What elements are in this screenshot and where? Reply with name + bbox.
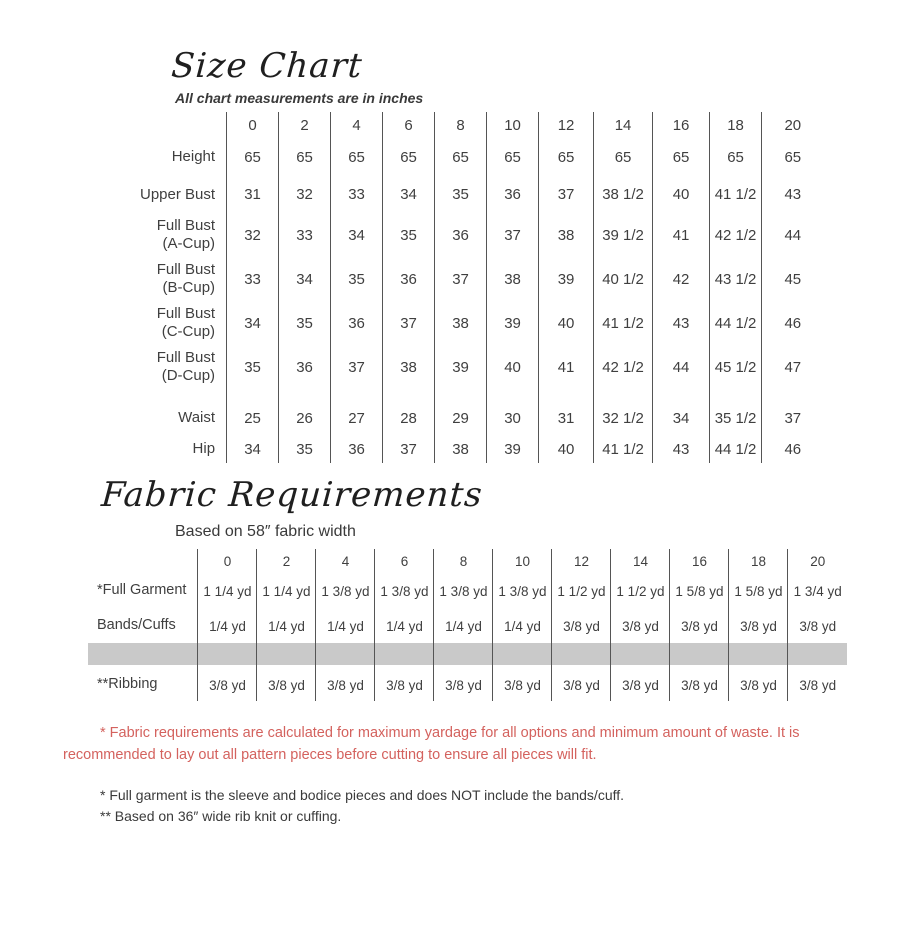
table-row (140, 257, 824, 301)
table-row (88, 573, 847, 609)
size-column-header: 20 (762, 112, 824, 138)
table-cell: 65 (487, 138, 539, 176)
size-column-header: 14 (594, 112, 653, 138)
table-cell: 39 (487, 435, 539, 463)
table-cell: 1 5/8 yd (670, 573, 729, 609)
size-column-header: 16 (670, 549, 729, 573)
table-cell: 1/4 yd (493, 609, 552, 643)
table-cell: 32 (227, 213, 279, 257)
table-cell: 34 (653, 389, 710, 435)
table-cell: 47 (762, 345, 824, 389)
size-column-header: 6 (375, 549, 434, 573)
table-cell: 35 (383, 213, 435, 257)
row-label-text: Upper Bust (140, 185, 216, 203)
table-cell: 44 (762, 213, 824, 257)
table-cell: 37 (383, 435, 435, 463)
spacer-cell (552, 643, 611, 665)
size-column-header: 16 (653, 112, 710, 138)
table-cell: 40 1/2 (594, 257, 653, 301)
table-cell: 42 (653, 257, 710, 301)
table-cell: 37 (435, 257, 487, 301)
table-cell: 37 (331, 345, 383, 389)
table-cell: 36 (331, 301, 383, 345)
table-cell: 33 (279, 213, 331, 257)
table-cell: 37 (539, 176, 594, 213)
table-corner (140, 112, 227, 138)
table-cell: 39 (435, 345, 487, 389)
table-cell: 1/4 yd (434, 609, 493, 643)
table-cell: 44 (653, 345, 710, 389)
table-cell: 65 (331, 138, 383, 176)
size-column-header: 18 (710, 112, 762, 138)
table-cell: 1 3/8 yd (434, 573, 493, 609)
row-label (140, 176, 227, 213)
table-cell: 39 1/2 (594, 213, 653, 257)
table-cell: 27 (331, 389, 383, 435)
table-cell: 44 1/2 (710, 435, 762, 463)
table-cell: 33 (227, 257, 279, 301)
size-column-header: 2 (257, 549, 316, 573)
table-cell: 65 (227, 138, 279, 176)
row-label-text: Waist (178, 409, 216, 426)
table-cell: 3/8 yd (729, 665, 788, 701)
table-cell: 32 1/2 (594, 389, 653, 435)
table-cell: 1 1/4 yd (257, 573, 316, 609)
size-column-header: 14 (611, 549, 670, 573)
size-column-header: 20 (788, 549, 847, 573)
table-cell: 3/8 yd (611, 665, 670, 701)
row-sublabel-text: (B-Cup) (162, 279, 216, 296)
row-label (88, 665, 198, 701)
table-cell: 65 (594, 138, 653, 176)
table-cell: 3/8 yd (552, 665, 611, 701)
row-label-text: **Ribbing (97, 675, 158, 692)
footnote-ribbing: ** Based on 36″ wide rib knit or cuffing. (100, 808, 342, 825)
table-cell: 42 1/2 (710, 213, 762, 257)
table-cell: 40 (487, 345, 539, 389)
table-cell: 37 (762, 389, 824, 435)
table-cell: 38 (435, 435, 487, 463)
spacer-cell (257, 643, 316, 665)
table-row (140, 176, 824, 213)
table-cell: 45 (762, 257, 824, 301)
row-sublabel-text: (D-Cup) (161, 367, 216, 384)
table-cell: 3/8 yd (316, 665, 375, 701)
row-label (140, 257, 227, 301)
table-cell: 39 (539, 257, 594, 301)
row-label-text: Hip (192, 440, 216, 457)
fabric-requirements-note: * Fabric requirements are calculated for maximum yardage for all options and minimum amount of waste. It is recommended to lay out all pattern pieces before cutting to ensure all pieces will fit. (63, 725, 800, 763)
table-cell: 3/8 yd (375, 665, 434, 701)
table-cell: 41 (539, 345, 594, 389)
table-cell: 28 (383, 389, 435, 435)
table-corner (88, 549, 198, 573)
table-row (140, 435, 824, 463)
table-cell: 1 3/8 yd (316, 573, 375, 609)
table-row (140, 301, 824, 345)
table-cell: 43 (653, 301, 710, 345)
spacer-cell (729, 643, 788, 665)
row-label-text: Bands/Cuffs (97, 617, 176, 634)
table-cell: 65 (435, 138, 487, 176)
table-cell: 35 (279, 301, 331, 345)
table-cell: 43 (653, 435, 710, 463)
table-cell: 1 3/8 yd (493, 573, 552, 609)
table-cell: 38 (383, 345, 435, 389)
fabric-width-subtitle: Based on 58″ fabric width (175, 523, 356, 540)
footnote-full-garment: * Full garment is the sleeve and bodice pieces and does NOT include the bands/cuff. (100, 786, 625, 803)
table-cell: 35 1/2 (710, 389, 762, 435)
table-cell: 3/8 yd (257, 665, 316, 701)
table-cell: 44 1/2 (710, 301, 762, 345)
size-column-header: 4 (316, 549, 375, 573)
table-cell: 33 (331, 176, 383, 213)
table-cell: 1 1/2 yd (611, 573, 670, 609)
table-cell: 35 (279, 435, 331, 463)
table-cell: 31 (227, 176, 279, 213)
table-row (140, 389, 824, 435)
table-cell: 41 1/2 (594, 435, 653, 463)
size-column-header: 10 (487, 112, 539, 138)
table-cell: 34 (279, 257, 331, 301)
size-chart-title: Size Chart (170, 46, 364, 86)
table-cell: 1/4 yd (198, 609, 257, 643)
table-cell: 65 (710, 138, 762, 176)
table-cell: 1 3/8 yd (375, 573, 434, 609)
table-cell: 3/8 yd (434, 665, 493, 701)
table-cell: 42 1/2 (594, 345, 653, 389)
spacer-cell (198, 643, 257, 665)
spacer-cell (670, 643, 729, 665)
row-label-text: Full Bust (156, 261, 216, 278)
table-cell: 3/8 yd (729, 609, 788, 643)
table-cell: 34 (331, 213, 383, 257)
table-cell: 3/8 yd (670, 609, 729, 643)
table-cell: 43 1/2 (710, 257, 762, 301)
table-cell: 29 (435, 389, 487, 435)
table-cell: 1 1/4 yd (198, 573, 257, 609)
size-column-header: 4 (331, 112, 383, 138)
size-header-row (140, 112, 824, 138)
size-column-header: 12 (552, 549, 611, 573)
row-label (140, 389, 227, 435)
spacer-cell (611, 643, 670, 665)
table-cell: 65 (383, 138, 435, 176)
table-cell: 65 (279, 138, 331, 176)
row-label (140, 435, 227, 463)
size-column-header: 10 (493, 549, 552, 573)
row-label-text: Height (171, 148, 216, 165)
spacer-cell (375, 643, 434, 665)
table-cell: 35 (435, 176, 487, 213)
table-cell: 32 (279, 176, 331, 213)
table-cell: 34 (227, 435, 279, 463)
table-cell: 38 (539, 213, 594, 257)
size-chart-table (140, 112, 824, 463)
table-cell: 1 5/8 yd (729, 573, 788, 609)
spacer-label-cell (88, 643, 198, 665)
table-cell: 25 (227, 389, 279, 435)
table-cell: 1 3/4 yd (788, 573, 847, 609)
table-cell: 40 (539, 435, 594, 463)
table-row (140, 138, 824, 176)
fabric-requirements-title: Fabric Requirements (100, 475, 485, 515)
table-cell: 65 (653, 138, 710, 176)
table-cell: 37 (383, 301, 435, 345)
table-cell: 38 1/2 (594, 176, 653, 213)
table-cell: 45 1/2 (710, 345, 762, 389)
row-label (140, 138, 227, 176)
table-cell: 3/8 yd (788, 665, 847, 701)
row-sublabel-text: (C-Cup) (161, 323, 216, 340)
table-cell: 1 1/2 yd (552, 573, 611, 609)
spacer-cell (434, 643, 493, 665)
table-cell: 3/8 yd (611, 609, 670, 643)
fabric-requirements-table (88, 549, 847, 701)
table-cell: 26 (279, 389, 331, 435)
table-cell: 3/8 yd (493, 665, 552, 701)
spacer-cell (788, 643, 847, 665)
table-cell: 36 (487, 176, 539, 213)
table-cell: 43 (762, 176, 824, 213)
table-cell: 36 (331, 435, 383, 463)
table-row (140, 213, 824, 257)
table-cell: 1/4 yd (375, 609, 434, 643)
table-row (88, 665, 847, 701)
table-cell: 39 (487, 301, 539, 345)
table-cell: 34 (227, 301, 279, 345)
table-cell: 35 (331, 257, 383, 301)
table-cell: 1/4 yd (257, 609, 316, 643)
row-label (140, 301, 227, 345)
size-column-header: 12 (539, 112, 594, 138)
size-column-header: 6 (383, 112, 435, 138)
table-cell: 1/4 yd (316, 609, 375, 643)
table-cell: 34 (383, 176, 435, 213)
size-column-header: 2 (279, 112, 331, 138)
table-cell: 38 (487, 257, 539, 301)
size-column-header: 18 (729, 549, 788, 573)
table-cell: 65 (539, 138, 594, 176)
table-cell: 36 (279, 345, 331, 389)
table-cell: 41 (653, 213, 710, 257)
table-row (88, 609, 847, 643)
table-cell: 3/8 yd (788, 609, 847, 643)
row-label-text: Full Bust (156, 217, 216, 234)
table-cell: 41 1/2 (710, 176, 762, 213)
table-cell: 3/8 yd (198, 665, 257, 701)
table-cell: 40 (539, 301, 594, 345)
row-label-text: Full Bust (156, 349, 216, 366)
size-chart-subtitle: All chart measurements are in inches (175, 90, 424, 106)
spacer-cell (316, 643, 375, 665)
table-cell: 46 (762, 301, 824, 345)
spacer-cell (493, 643, 552, 665)
table-cell: 36 (435, 213, 487, 257)
table-cell: 31 (539, 389, 594, 435)
row-label (88, 573, 198, 609)
table-cell: 3/8 yd (670, 665, 729, 701)
row-label-text: Full Bust (156, 305, 216, 322)
size-column-header: 8 (434, 549, 493, 573)
table-cell: 46 (762, 435, 824, 463)
table-cell: 36 (383, 257, 435, 301)
table-cell: 30 (487, 389, 539, 435)
table-cell: 38 (435, 301, 487, 345)
row-sublabel-text: (A-Cup) (162, 235, 216, 252)
row-label (140, 345, 227, 389)
table-cell: 3/8 yd (552, 609, 611, 643)
size-column-header: 0 (198, 549, 257, 573)
row-label-text: *Full Garment (97, 582, 187, 599)
row-label (140, 213, 227, 257)
table-row (140, 345, 824, 389)
size-column-header: 8 (435, 112, 487, 138)
row-label (88, 609, 198, 643)
table-cell: 35 (227, 345, 279, 389)
table-cell: 41 1/2 (594, 301, 653, 345)
size-header-row (88, 549, 847, 573)
size-column-header: 0 (227, 112, 279, 138)
table-cell: 37 (487, 213, 539, 257)
spacer-row (88, 643, 847, 665)
footnotes (100, 785, 900, 828)
table-cell: 40 (653, 176, 710, 213)
table-cell: 65 (762, 138, 824, 176)
